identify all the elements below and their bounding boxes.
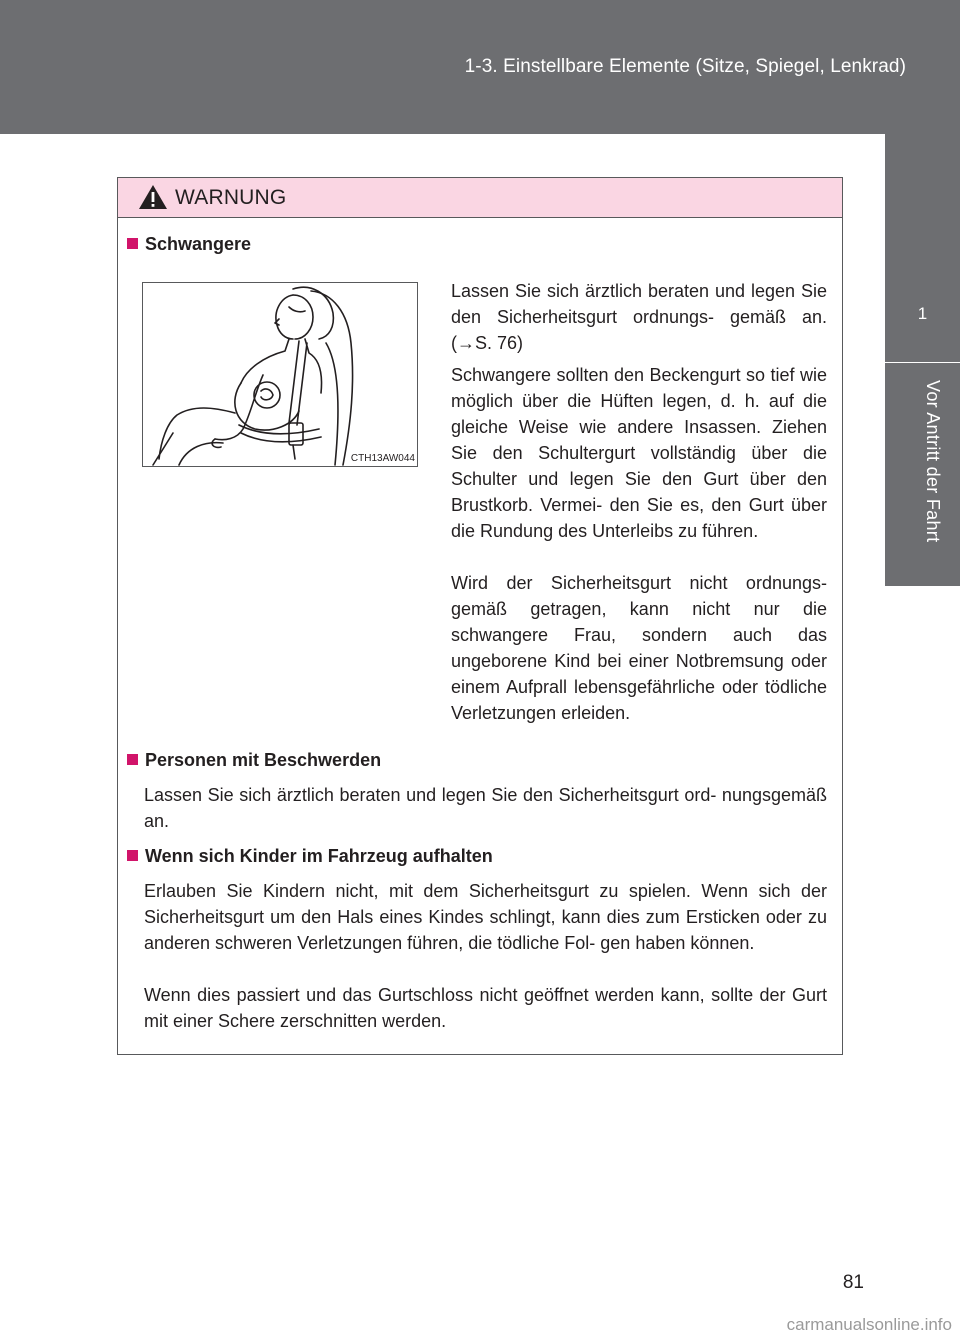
warning-triangle-icon — [138, 184, 168, 210]
chapter-tab — [885, 134, 960, 362]
paragraph: Wird der Sicherheitsgurt nicht ordnungs- gemäß getragen, kann nicht nur die schwangere Frau, sondern auch das ungeborene Kind bei einer Notbremsung oder einem Aufprall lebensgefährliche oder tödliche Verletzungen erleiden. — [451, 573, 827, 723]
chapter-title: 1-3. Einstellbare Elemente (Sitze, Spiegel, Lenkrad) — [464, 56, 906, 77]
chapter-tab-number: 1 — [917, 304, 928, 323]
watermark: carmanualsonline.info — [786, 1315, 952, 1334]
paragraph: Lassen Sie sich ärztlich beraten und legen Sie den Sicherheitsgurt ordnungs- gemäß an. (→S. 76) — [451, 281, 827, 353]
warning-box — [117, 177, 843, 1055]
paragraph: Schwangere sollten den Beckengurt so tief wie möglich über die Hüften legen, d. h. auf die gleiche Weise wie andere Insassen. Ziehen Sie den Schultergurt vollständig über die Schulter und legen Sie den Gurt über den Brustkorb. Vermei- den Sie es, den Gurt über die Rundung des Unterleibs zu führen. — [451, 365, 827, 541]
warning-title: WARNUNG — [175, 186, 287, 209]
figure-code: CTH13AW044 — [350, 453, 415, 464]
section-bullet — [127, 754, 138, 765]
paragraph: Wenn dies passiert und das Gurtschloss nicht geöffnet werden kann, sollte der Gurt mit einer Schere zerschnitten werden. — [144, 985, 827, 1031]
figure-pregnant-seatbelt — [142, 282, 418, 467]
chapter-tab-divider — [885, 362, 960, 363]
section-heading-children: Wenn sich Kinder im Fahrzeug aufhalten — [127, 846, 493, 867]
paragraph: Erlauben Sie Kindern nicht, mit dem Sicherheitsgurt zu spielen. Wenn sich der Sicherheitsgurt um den Hals eines Kindes schlingt, kann dies zum Ersticken oder zu anderen schweren Verletzungen führen, die tödliche Fol- gen haben können. — [144, 881, 827, 953]
pregnant-seatbelt-illustration — [143, 283, 417, 466]
section-bullet — [127, 238, 138, 249]
section-heading-pregnant: Schwangere — [127, 234, 251, 255]
warning-header — [118, 178, 842, 218]
chapter-tab-label: Vor Antritt der Fahrt — [923, 380, 943, 543]
paragraph: Lassen Sie sich ärztlich beraten und legen Sie den Sicherheitsgurt ord- nungsgemäß an. — [144, 785, 827, 831]
section-heading-conditions: Personen mit Beschwerden — [127, 750, 381, 771]
section-bullet — [127, 850, 138, 861]
page-number: 81 — [842, 1272, 864, 1293]
